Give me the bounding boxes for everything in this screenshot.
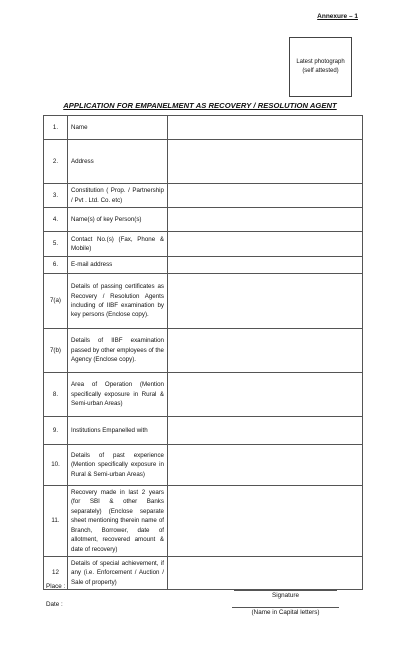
row-number: 6. <box>44 257 68 274</box>
row-label: Contact No.(s) (Fax, Phone & Mobile) <box>68 232 168 257</box>
table-row <box>44 208 363 232</box>
table-row <box>44 486 363 557</box>
table-row <box>44 116 363 140</box>
row-number: 11. <box>44 486 68 557</box>
row-number: 2. <box>44 140 68 184</box>
row-value-field[interactable] <box>168 373 363 417</box>
row-value-field[interactable] <box>168 556 363 589</box>
row-number: 8. <box>44 373 68 417</box>
table-row <box>44 373 363 417</box>
name-line <box>232 607 339 608</box>
row-value-field[interactable] <box>168 417 363 445</box>
row-number: 7(a) <box>44 274 68 329</box>
table-row <box>44 556 363 589</box>
table-row <box>44 445 363 486</box>
row-value-field[interactable] <box>168 445 363 486</box>
row-value-field[interactable] <box>168 274 363 329</box>
row-number: 4. <box>44 208 68 232</box>
row-label: Details of IIBF examination passed by other employees of the Agency (Enclose copy). <box>68 329 168 373</box>
row-label: Details of passing certificates as Recovery / Resolution Agents including of IIBF examination by key persons (Enclose copy). <box>68 274 168 329</box>
table-row <box>44 274 363 329</box>
photo-label-line1: Latest photograph <box>296 58 345 65</box>
row-label: Area of Operation (Mention specifically exposure in Rural & Semi-urban Areas) <box>68 373 168 417</box>
photo-box <box>289 37 352 97</box>
row-label: Details of special achievement, if any (i.e. Enforcement / Auction / Sale of property) <box>68 556 168 589</box>
place-label: Place : <box>46 583 66 590</box>
application-table <box>43 115 363 590</box>
signature-label: Signature <box>272 592 299 599</box>
row-value-field[interactable] <box>168 184 363 208</box>
photo-label-line2: (self attested) <box>302 68 339 74</box>
table-row <box>44 329 363 373</box>
annexure-label: Annexure – 1 <box>317 13 358 20</box>
row-label: Name(s) of key Person(s) <box>68 208 168 232</box>
table-row <box>44 184 363 208</box>
row-number: 10. <box>44 445 68 486</box>
row-label: Details of past experience (Mention specifically exposure in Rural & Semi-urban Areas) <box>68 445 168 486</box>
row-value-field[interactable] <box>168 116 363 140</box>
row-value-field[interactable] <box>168 208 363 232</box>
page-title: APPLICATION FOR EMPANELMENT AS RECOVERY / RESOLUTION AGENT <box>63 101 337 110</box>
table-row <box>44 257 363 274</box>
date-label: Date : <box>46 601 63 608</box>
table-row <box>44 232 363 257</box>
row-label: Address <box>68 140 168 184</box>
row-number: 7(b) <box>44 329 68 373</box>
row-value-field[interactable] <box>168 232 363 257</box>
signature-line <box>234 590 337 591</box>
name-in-capitals-label: (Name in Capital letters) <box>251 609 320 616</box>
row-label: Constitution ( Prop. / Partnership / Pvt . Ltd. Co. etc) <box>68 184 168 208</box>
row-value-field[interactable] <box>168 140 363 184</box>
row-label: E-mail address <box>68 257 168 274</box>
row-label: Recovery made in last 2 years (for SBI & other Banks separately) (Enclose separate sheet mentioning therein name of Branch, Borrower, date of allotment, recovered amount & date of recovery) <box>68 486 168 557</box>
row-label: Name <box>68 116 168 140</box>
table-row <box>44 417 363 445</box>
row-label: Institutions Empanelled with <box>68 417 168 445</box>
row-number: 1. <box>44 116 68 140</box>
row-value-field[interactable] <box>168 257 363 274</box>
row-number: 5. <box>44 232 68 257</box>
row-value-field[interactable] <box>168 486 363 557</box>
row-number: 3. <box>44 184 68 208</box>
table-row <box>44 140 363 184</box>
row-number: 9. <box>44 417 68 445</box>
row-number: 12 <box>44 556 68 589</box>
row-value-field[interactable] <box>168 329 363 373</box>
